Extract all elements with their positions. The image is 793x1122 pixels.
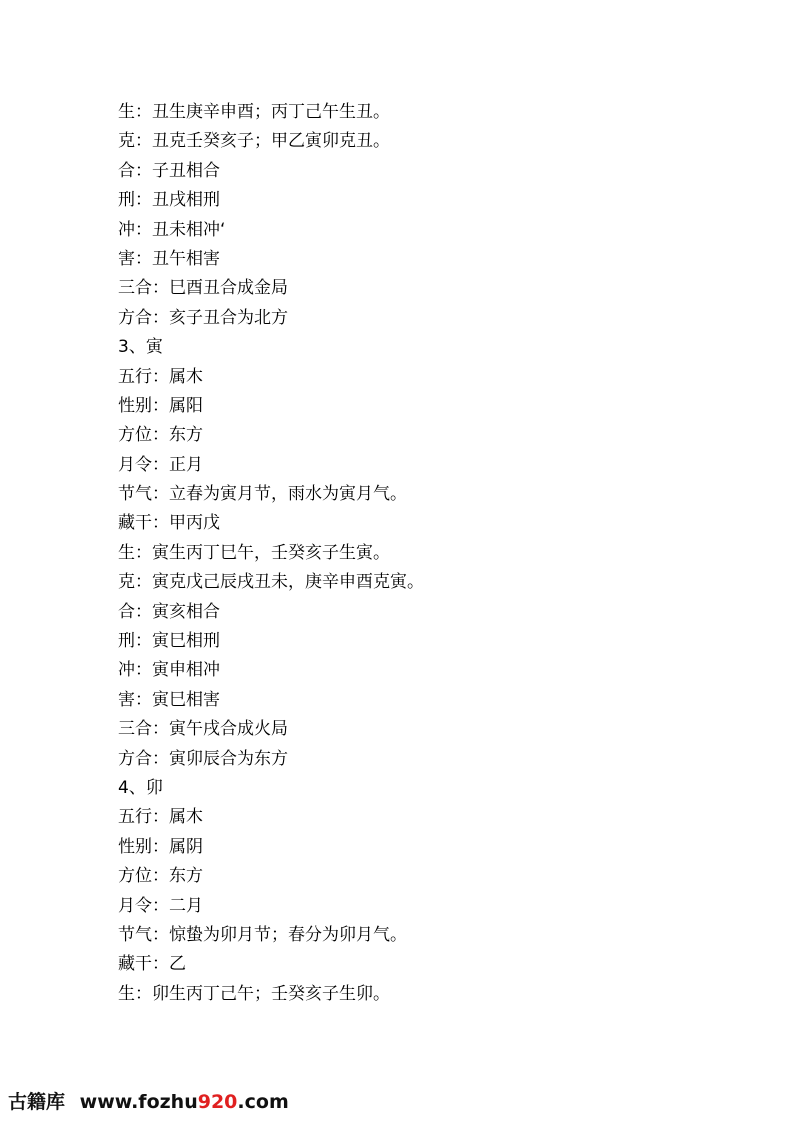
text-line: 节气：惊蛰为卯月节；春分为卯月气。 xyxy=(118,924,407,945)
text-line: 克：丑克壬癸亥子；甲乙寅卯克丑。 xyxy=(118,131,390,152)
text-line: 方位：东方 xyxy=(118,866,203,887)
text-line: 藏干：乙 xyxy=(118,954,186,975)
watermark-domain-number: 920 xyxy=(197,1091,238,1113)
watermark-domain-prefix: www.fozhu xyxy=(79,1091,198,1113)
site-watermark xyxy=(8,1088,289,1116)
text-line: 方合：寅卯辰合为东方 xyxy=(118,748,288,769)
document-body xyxy=(118,98,738,1009)
text-line: 三合：巳酉丑合成金局 xyxy=(118,278,288,299)
text-line: 合：寅亥相合 xyxy=(118,601,220,622)
watermark-domain-suffix: .com xyxy=(237,1091,289,1113)
text-line: 性别：属阴 xyxy=(118,836,203,857)
text-line: 生：丑生庚辛申酉；丙丁己午生丑。 xyxy=(118,102,390,122)
section-heading: 3、寅 xyxy=(118,337,163,358)
text-line: 刑：丑戌相刑 xyxy=(118,190,220,211)
text-line: 生：寅生丙丁巳午，壬癸亥子生寅。 xyxy=(118,542,390,563)
text-line: 害：寅巳相害 xyxy=(118,689,220,710)
text-line: 刑：寅巳相刑 xyxy=(118,631,220,652)
text-line: 五行：属木 xyxy=(118,807,203,828)
text-line: 方位：东方 xyxy=(118,425,203,446)
watermark-brand: 古籍库 xyxy=(8,1091,66,1113)
text-line: 冲：寅申相冲 xyxy=(118,660,220,681)
text-line: 合：子丑相合 xyxy=(118,160,220,181)
text-line: 月令：二月 xyxy=(118,895,203,916)
text-line: 性别：属阳 xyxy=(118,395,203,416)
text-line: 生：卯生丙丁己午；壬癸亥子生卯。 xyxy=(118,983,390,1004)
text-line: 月令：正月 xyxy=(118,454,203,475)
text-line: 克：寅克戊己辰戌丑未，庚辛申酉克寅。 xyxy=(118,572,424,593)
text-line: 方合：亥子丑合为北方 xyxy=(118,307,288,328)
section-heading: 4、卯 xyxy=(118,777,163,798)
text-line: 三合：寅午戌合成火局 xyxy=(118,719,288,740)
text-line: 害：丑午相害 xyxy=(118,248,220,269)
text-line: 节气：立春为寅月节，雨水为寅月气。 xyxy=(118,484,407,505)
text-line: 藏干：甲丙戊 xyxy=(118,513,220,534)
text-line: 冲：丑未相冲‘ xyxy=(118,219,226,240)
text-line: 五行：属木 xyxy=(118,366,203,387)
